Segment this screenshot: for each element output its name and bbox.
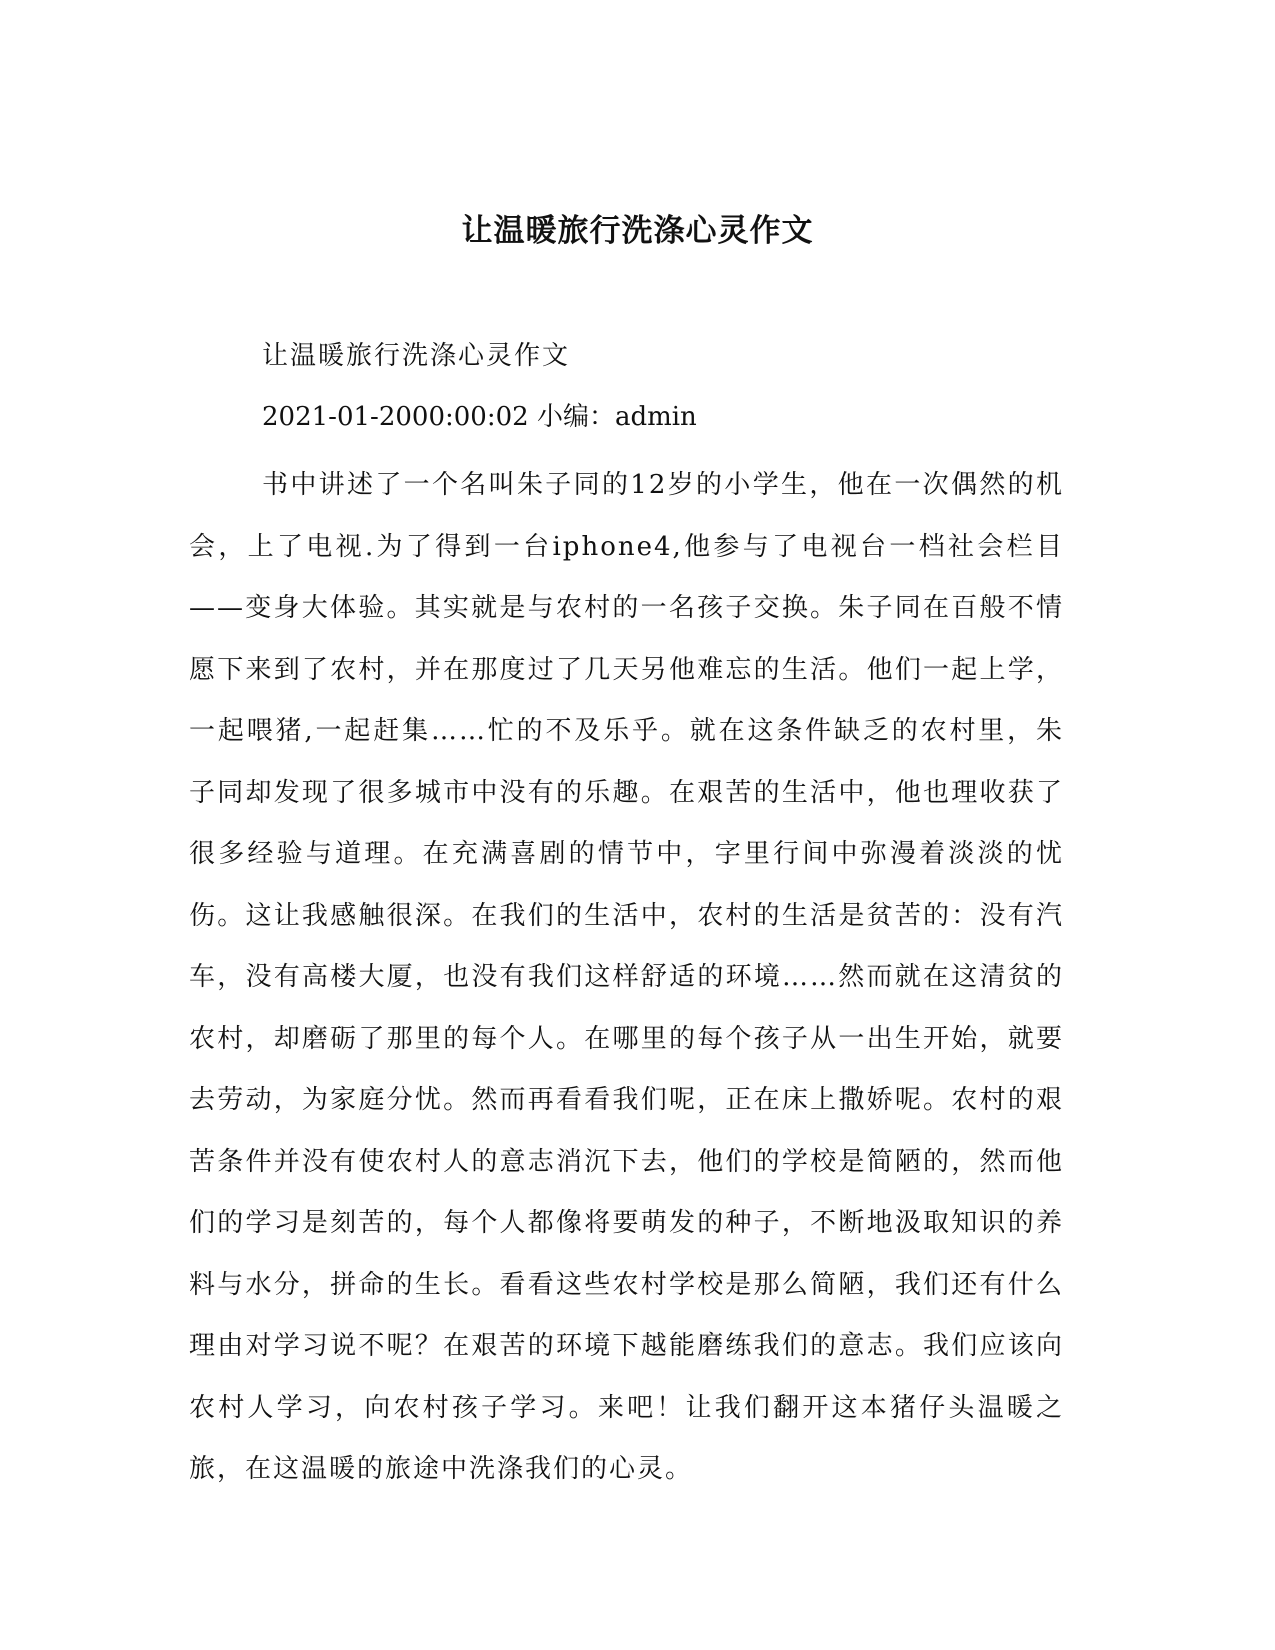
article-subtitle: 让温暖旅行洗涤心灵作文 (262, 341, 571, 371)
article-meta: 2021-01-2000:00:02 小编：admin (262, 402, 697, 432)
article-body: 书中讲述了一个名叫朱子同的12岁的小学生，他在一次偶然的机会，上了电视.为了得到一台iphone4,他参与了电视台一档社会栏目——变身大体验。其实就是与农村的一名孩子交换。朱子同在百般不情愿下来到了农村，并在那度过了几天另他难忘的生活。他们一起上学，一起喂猪,一起赶集……忙的不及乐乎。就在这条件缺乏的农村里，朱子同却发现了很多城市中没有的乐趣。在艰苦的生活中，他也理收获了很多经验与道理。在充满喜剧的情节中，字里行间中弥漫着淡淡的忧伤。这让我感触很深。在我们的生活中，农村的生活是贫苦的：没有汽车，没有高楼大厦，也没有我们这样舒适的环境……然而就在这清贫的农村，却磨砺了那里的每个人。在哪里的每个孩子从一出生开始，就要去劳动，为家庭分忧。然而再看看我们呢，正在床上撒娇呢。农村的艰苦条件并没有使农村人的意志消沉下去，他们的学校是简陋的，然而他们的学习是刻苦的，每个人都像将要萌发的种子，不断地汲取知识的养料与水分，拼命的生长。看看这些农村学校是那么简陋，我们还有什么理由对学习说不呢？在艰苦的环境下越能磨练我们的意志。我们应该向农村人学习，向农村孩子学习。来吧！让我们翻开这本猪仔头温暖之旅，在这温暖的旅途中洗涤我们的心灵。 (189, 470, 1064, 1484)
document-title: 让温暖旅行洗涤心灵作文 (461, 213, 814, 249)
